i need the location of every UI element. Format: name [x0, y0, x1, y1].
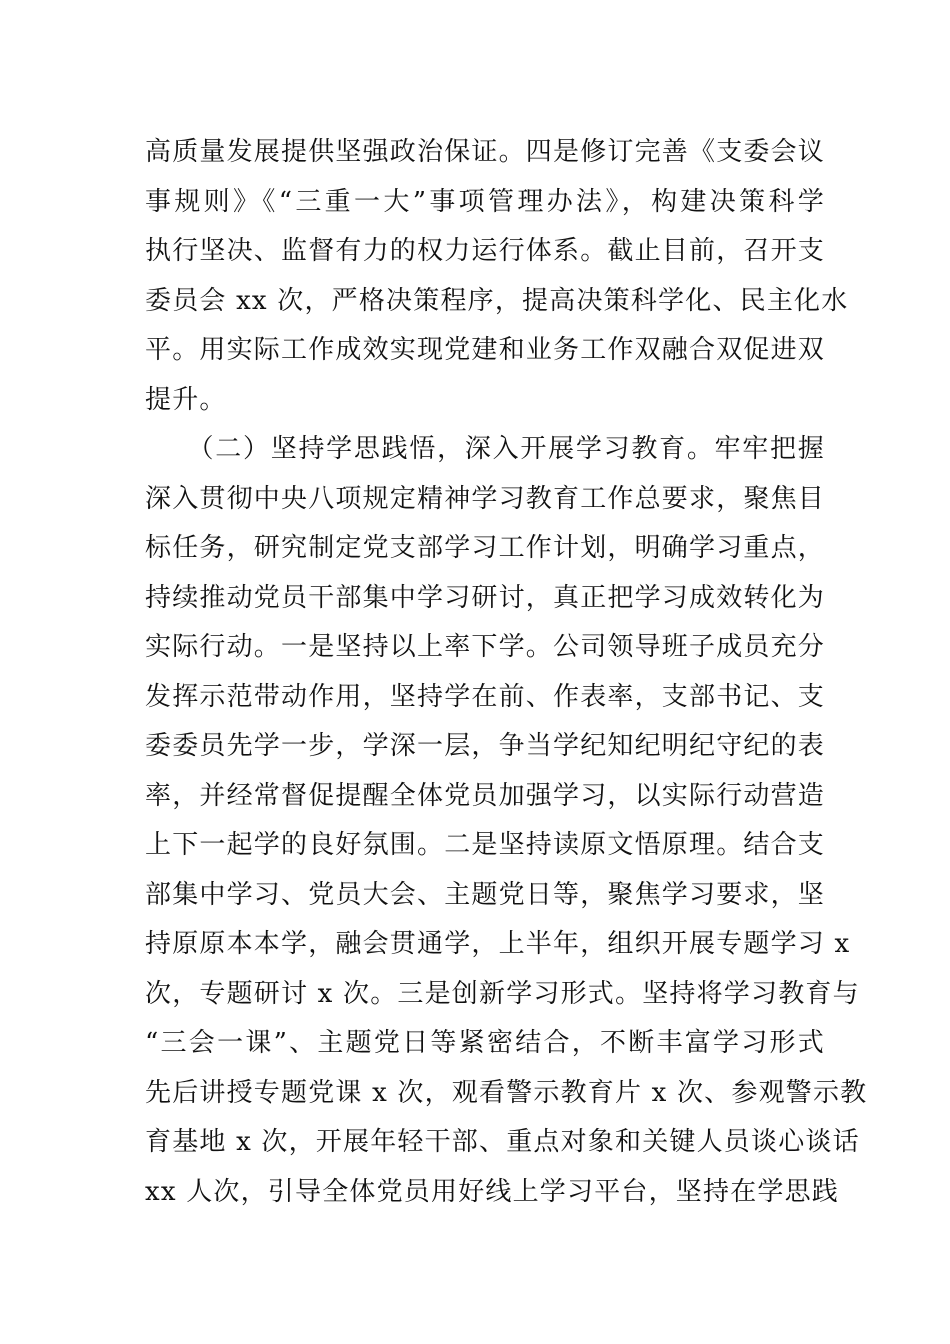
- text-line: 次，专题研讨 x 次。三是创新学习形式。坚持将学习教育与: [145, 978, 860, 1009]
- text-line: 发挥示范带动作用，坚持学在前、作表率，支部书记、支: [145, 681, 826, 712]
- text-line: xx 人次，引导全体党员用好线上学习平台，坚持在学思践: [145, 1176, 839, 1207]
- text-line: 深入贯彻中央八项规定精神学习教育工作总要求，聚焦目: [145, 483, 826, 514]
- text-line: 事规则》《“三重一大”事项管理办法》，构建决策科学: [145, 186, 825, 217]
- text-line: 持续推动党员干部集中学习研讨，真正把学习成效转化为: [145, 582, 826, 613]
- body-text: [145, 128, 868, 1217]
- text-line: 持原原本本学，融会贯通学，上半年，组织开展专题学习 x: [145, 929, 851, 959]
- text-line: 平。用实际工作成效实现党建和业务工作双融合双促进双: [145, 335, 826, 365]
- text-line: 先后讲授专题党课 x 次，观看警示教育片 x 次、参观警示教: [145, 1077, 868, 1108]
- text-line: “三会一课”、主题党日等紧密结合，不断丰富学习形式: [145, 1028, 825, 1058]
- text-line: 标任务，研究制定党支部学习工作计划，明确学习重点，: [145, 533, 826, 563]
- text-line: 执行坚决、监督有力的权力运行体系。截止目前，召开支: [145, 236, 826, 266]
- text-line: 部集中学习、党员大会、主题党日等，聚焦学习要求，坚: [145, 879, 826, 910]
- text-line: 育基地 x 次，开展年轻干部、重点对象和关键人员谈心谈话: [145, 1127, 860, 1157]
- text-line: 率，并经常督促提醒全体党员加强学习，以实际行动营造: [145, 780, 826, 811]
- text-line: 委委员先学一步，学深一层，争当学纪知纪明纪守纪的表: [145, 731, 826, 761]
- text-line: 高质量发展提供坚强政治保证。四是修订完善《支委会议: [145, 137, 826, 167]
- text-line: 提升。: [145, 384, 227, 415]
- text-line: 实际行动。一是坚持以上率下学。公司领导班子成员充分: [145, 632, 826, 662]
- text-line: 上下一起学的良好氛围。二是坚持读原文悟原理。结合支: [145, 830, 826, 860]
- text-line: 委员会 xx 次，严格决策程序，提高决策科学化、民主化水: [145, 285, 849, 316]
- text-line: （二）坚持学思践悟，深入开展学习教育。牢牢把握: [145, 434, 825, 464]
